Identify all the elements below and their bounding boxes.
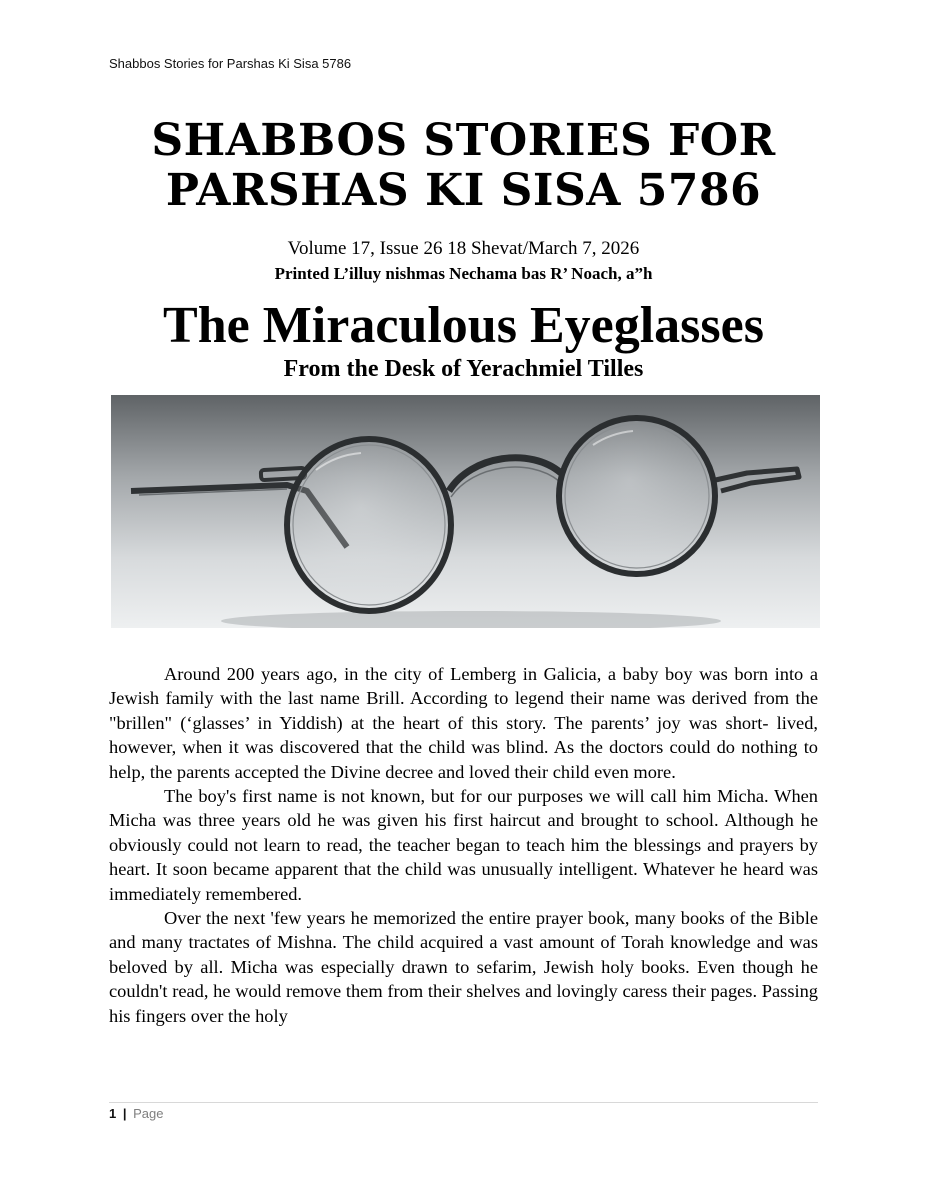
page-label: Page [133,1106,164,1121]
masthead-line-1: SHABBOS STORIES FOR [151,115,776,166]
page-number: 1 [109,1106,117,1121]
article-body [109,662,818,1028]
masthead-title [0,116,927,216]
paragraph: The boy's first name is not known, but for our purposes we will call him Micha. When Micha was three years old he was given his first haircut and brought to school. Although he obviously could not learn to read, the teacher began to teach him the blessings and prayers by heart. It soon became apparent that the child was unusually intelligent. Whatever he heard was immediately remembered. [109,786,818,904]
paragraph: Around 200 years ago, in the city of Lemberg in Galicia, a baby boy was born into a Jewish family with the last name Brill. According to legend their name was derived from the "brillen" (‘glasses’ in Yiddish) at the heart of this story. The parents’ joy was short- lived, however, when it was discovered that the child was blind. As the doctors could do nothing to help, the parents accepted the Divine decree and loved their child even more. [109,664,818,782]
article-byline: From the Desk of Yerachmiel Tilles [283,356,644,382]
running-header: Shabbos Stories for Parshas Ki Sisa 5786 [109,56,352,71]
volume-issue-line: Volume 17, Issue 26 18 Shevat/March 7, 2026 [287,238,640,259]
footer-separator: | [122,1106,127,1121]
page-footer [109,1106,164,1121]
footer-divider [109,1102,818,1103]
article-title: The Miraculous Eyeglasses [163,297,764,354]
paragraph: Over the next 'few years he memorized the entire prayer book, many books of the Bible and many tractates of Mishna. The child acquired a vast amount of Torah knowledge and was beloved by all. Micha was especially drawn to sefarim, Jewish holy books. Even though he couldn't read, he would remove them from their shelves and lovingly caress their pages. Passing his fingers over the holy [109,908,818,1026]
dedication-line: Printed L’illuy nishmas Nechama bas R’ Noach, a”h [274,264,653,283]
eyeglasses-photo [111,395,820,628]
masthead-line-2: PARSHAS KI SISA 5786 [165,165,762,216]
